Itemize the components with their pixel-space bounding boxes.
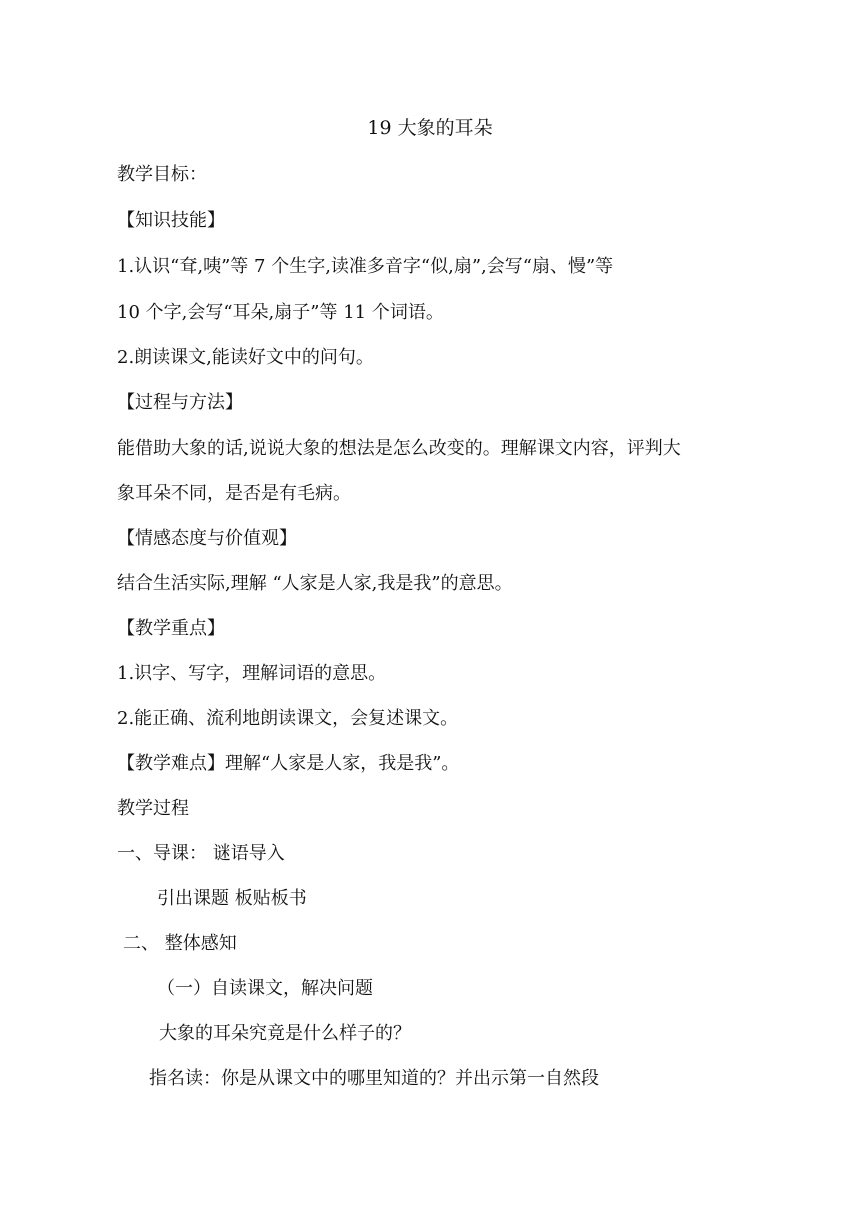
goal-item-1-continued: 10 个字,会写“耳朵,扇子”等 11 个词语。 [117,302,444,323]
goal-item-1: 1.认识“耷,咦”等 7 个生字,读准多音字“似,扇”,会写“扇、慢”等 [117,256,614,277]
section-2-overall: 二、 整体感知 [123,933,237,954]
section-1-intro: 一、导课： 谜语导入 [117,843,285,864]
heading-process-methods: 【过程与方法】 [117,392,243,413]
heading-knowledge-skills: 【知识技能】 [117,210,225,231]
teaching-difficulty: 【教学难点】理解“人家是人家，我是我”。 [117,753,460,774]
document-title: 19 大象的耳朵 [367,117,493,139]
question-ear-shape: 大象的耳朵究竟是什么样子的？ [159,1023,411,1044]
process-text: 能借助大象的话,说说大象的想法是怎么改变的。理解课文内容，评判大 [117,438,681,459]
subsection-self-reading: （一）自读课文，解决问题 [157,978,373,999]
activity-named-reading: 指名读：你是从课文中的哪里知道的？并出示第一自然段 [149,1068,599,1089]
emotion-text: 结合生活实际,理解 “人家是人家,我是我”的意思。 [117,573,513,594]
focus-item-2: 2.能正确、流利地朗读课文，会复述课文。 [117,708,459,729]
heading-emotion-values: 【情感态度与价值观】 [117,528,297,549]
focus-item-1: 1.识字、写字，理解词语的意思。 [117,663,387,684]
heading-teaching-process: 教学过程 [117,798,189,819]
heading-teaching-focus: 【教学重点】 [117,618,225,639]
text-line-teaching-goals: 教学目标： [117,164,207,185]
section-1-detail: 引出课题 板贴板书 [157,888,307,909]
goal-item-2: 2.朗读课文,能读好文中的问句。 [117,347,374,368]
process-text-continued: 象耳朵不同，是否是有毛病。 [117,483,351,504]
